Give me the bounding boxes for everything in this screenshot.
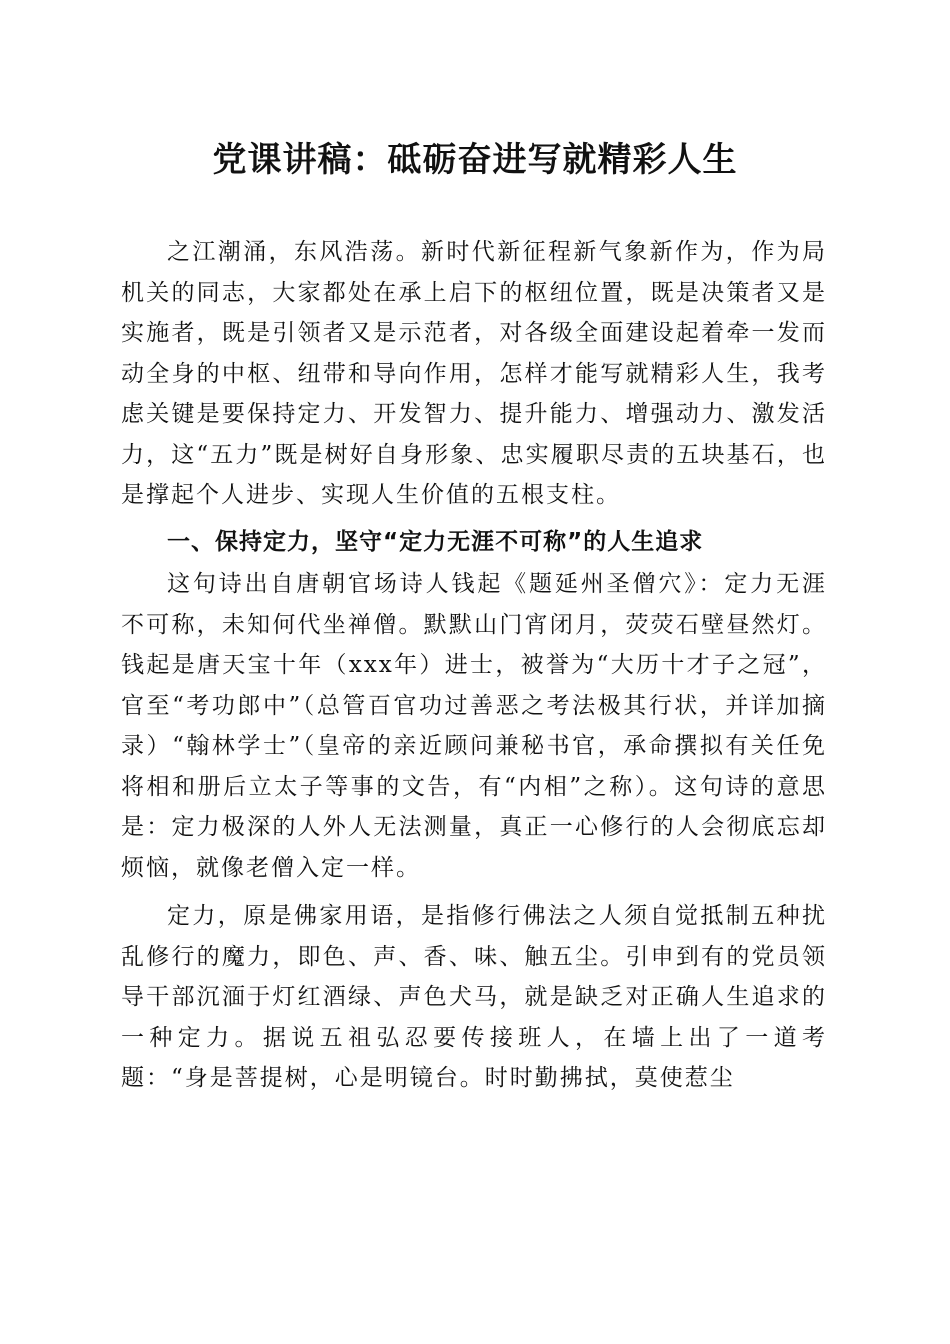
document-body bbox=[121, 232, 827, 1099]
section-1-paragraph-2: 定力，原是佛家用语，是指修行佛法之人须自觉抵制五种扰乱修行的魔力，即色、声、香、味、触五尘。引申到有的党员领导干部沉湎于灯红酒绿、声色犬马，就是缺乏对正确人生追求的一种定力。据说五祖弘忍要传接班人，在墙上出了一道考题：“身是菩提树，心是明镜台。时时勤拂拭，莫使惹尘 bbox=[121, 903, 827, 1091]
section-1-paragraph-1: 这句诗出自唐朝官场诗人钱起《题延州圣僧穴》：定力无涯不可称，未知何代坐禅僧。默默山门宵闭月，荧荧石壁昼然灯。钱起是唐天宝十年（xxx年）进士，被誉为“大历十才子之冠”，官至“考功郎中”（总管百官功过善恶之考法极其行状，并详加摘录）“翰林学士”（皇帝的亲近顾问兼秘书官，承命撰拟有关任免将相和册后立太子等事的文告，有“内相”之称）。这句诗的意思是：定力极深的人外人无法测量，真正一心修行的人会彻底忘却烦恼，就像老僧入定一样。 bbox=[121, 571, 827, 881]
document-title: 党课讲稿：砥砺奋进写就精彩人生 bbox=[212, 140, 738, 180]
intro-paragraph: 之江潮涌，东风浩荡。新时代新征程新气象新作为，作为局机关的同志，大家都处在承上启下的枢纽位置，既是决策者又是实施者，既是引领者又是示范者，对各级全面建设起着牵一发而动全身的中枢、纽带和导向作用，怎样才能写就精彩人生，我考虑关键是要保持定力、开发智力、提升能力、增强动力、激发活力，这“五力”既是树好自身形象、忠实履职尽责的五块基石，也是撑起个人进步、实现人生价值的五根支柱。 bbox=[121, 239, 827, 508]
section-1-heading: 一、保持定力，坚守“定力无涯不可称”的人生追求 bbox=[167, 528, 704, 555]
